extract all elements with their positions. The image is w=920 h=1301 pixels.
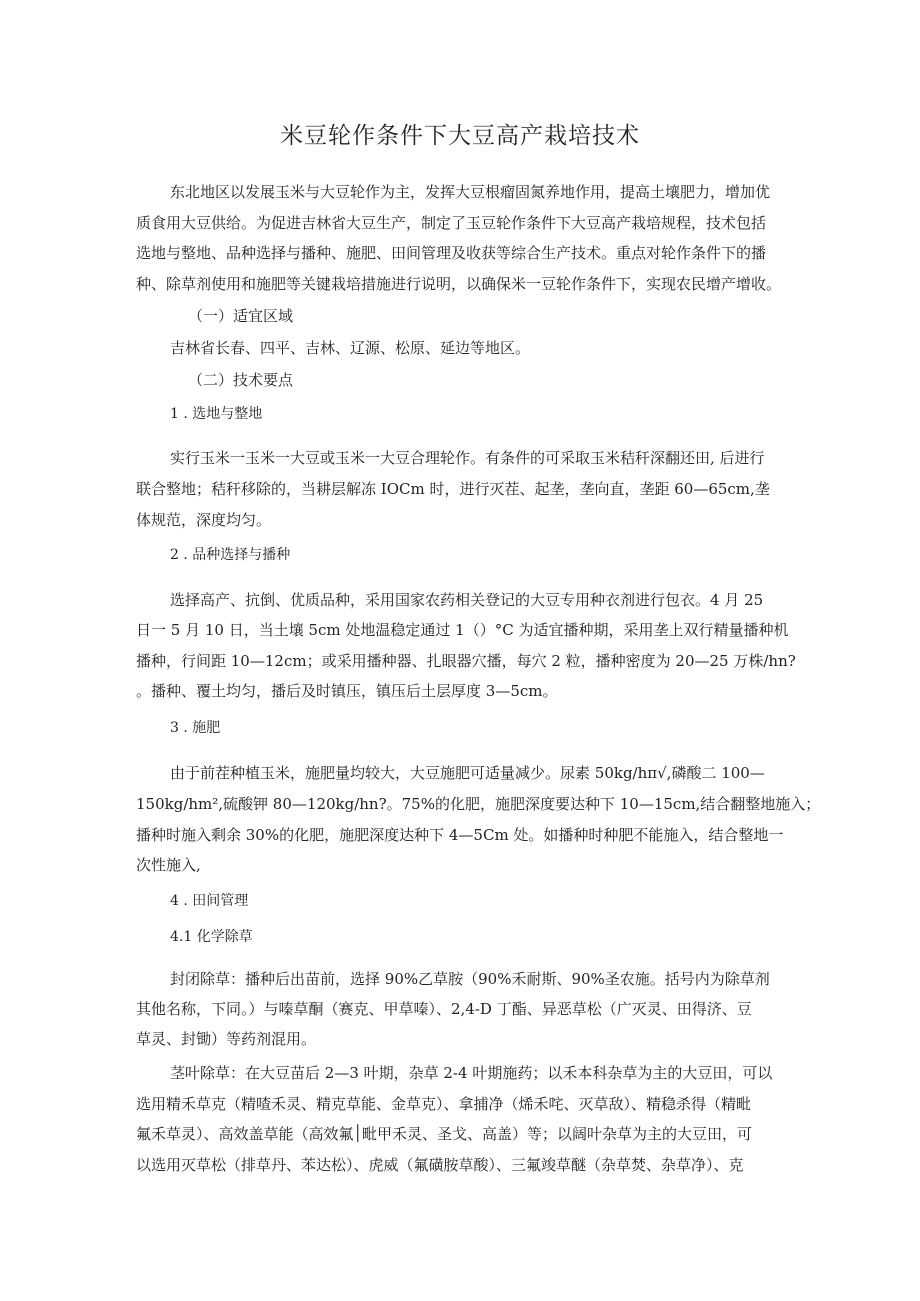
item3-line-4: 次性施入, [136,856,201,874]
section-heading-region: （一）适宜区域 [188,307,294,325]
weed2-line-3: 氟禾草灵）、高效盖草能（高效氟׀毗甲禾灵、圣戈、高盖）等；以阔叶杂草为主的大豆田，可 [136,1125,752,1143]
item-title-field: 4 . 田间管理 [170,893,249,909]
item-title-fertilize: 3 . 施肥 [170,720,221,736]
item-title-weed: 4.1 化学除草 [170,929,253,945]
intro-line-2: 质食用大豆供给。为促进吉林省大豆生产，制定了玉豆轮作条件下大豆高产栽培规程，技术包括 [136,214,767,232]
section-heading-tech: （二）技术要点 [188,371,294,389]
item2-line-1: 选择高产、抗倒、优质品种，采用国家农药相关登记的大豆专用种衣剂进行包衣。4 月 25 [170,591,764,609]
weed1-line-2: 其他名称，下同。）与嗪草酮（赛克、甲草嗪）、2,4-D 丁酯、异恶草松（广灭灵、田得济、豆 [136,1000,752,1018]
weed2-line-1: 茎叶除草：在大豆苗后 2—3 叶期，杂草 2-4 叶期施药；以禾本科杂草为主的大豆田，可以 [170,1064,773,1082]
item1-line-1: 实行玉米一玉米一大豆或玉米一大豆合理轮作。有条件的可采取玉米秸秆深翻还田, 后进行 [170,449,765,467]
weed2-line-2: 选用精禾草克（精喳禾灵、精克草能、金草克）、拿捕净（烯禾咤、灭草敌）、精稳杀得（精毗 [136,1095,752,1113]
document-title: 米豆轮作条件下大豆高产栽培技术 [280,123,640,149]
intro-line-1: 东北地区以发展玉米与大豆轮作为主，发挥大豆根瘤固氮养地作用，提高土壤肥力，增加优 [170,183,771,201]
item-title-site: 1 . 选地与整地 [170,406,263,422]
item2-line-3: 播种，行间距 10—12cm；或采用播种器、扎眼器穴播，每穴 2 粒，播种密度为 20—25 万株/hn? [136,652,796,670]
intro-line-3: 选地与整地、品种选择与播种、施肥、田间管理及收获等综合生产技术。重点对轮作条件下的播 [136,244,767,262]
item1-line-2: 联合整地；秸秆移除的，当耕层解冻 IOCm 时，进行灭茬、起垄，垄向直，垄距 60—65cm,垄 [136,480,770,498]
item2-line-2: 日一 5 月 10 日，当土壤 5cm 处地温稳定通过 1（）°C 为适宜播种期，采用垄上双行精量播种机 [136,621,789,639]
weed1-line-1: 封闭除草：播种后出苗前，选择 90%乙草胺（90%禾耐斯、90%圣农施。括号内为除草剂 [170,970,770,988]
intro-line-4: 种、除草剂使用和施肥等关键栽培措施进行说明，以确保米一豆轮作条件下，实现农民增产增收。 [136,275,782,293]
item2-line-4: 。播种、覆土均匀，播后及时镇压，镇压后土层厚度 3—5cm。 [136,682,558,700]
item-title-variety: 2 . 品种选择与播种 [170,547,291,563]
item1-line-3: 体规范，深度均匀。 [136,511,272,529]
item3-line-2: 150kg∕hm²,硫酸钾 80—120kg/hn?。75%的化肥，施肥深度要达种下 10—15cm,结合翻整地施入； [136,795,821,813]
item3-line-3: 播种时施入剩余 30%的化肥，施肥深度达种下 4—5Cm 处。如播种时种肥不能施入，结合整地一 [136,826,784,844]
weed1-line-3: 草灵、封锄）等药剂混用。 [136,1030,317,1048]
weed2-line-4: 以选用灭草松（排草丹、苯达松）、虎威（氟磺胺草酸）、三氟竣草醚（杂草焚、杂草净）、克 [136,1156,744,1174]
item3-line-1: 由于前茬种植玉米，施肥量均较大，大豆施肥可适量减少。尿素 50kg∕hπ√,磷酸二 100— [170,764,765,782]
section-region-text: 吉林省长春、四平、吉林、辽源、松原、延边等地区。 [170,339,531,357]
